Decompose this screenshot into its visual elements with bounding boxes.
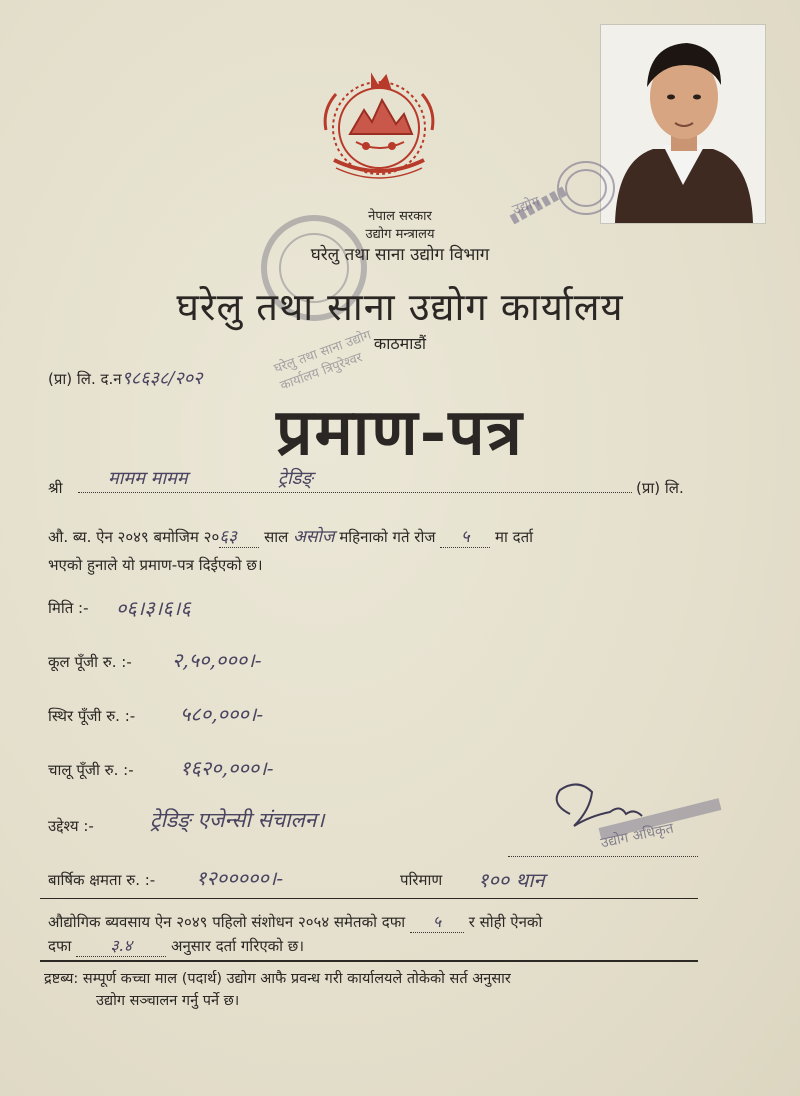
government-label: नेपाल सरकार: [368, 209, 432, 224]
city-label: काठमाडौं: [373, 334, 427, 353]
clause-section-label: दफा: [48, 937, 72, 955]
signature-stamp-text: उद्योग अधिकृत: [599, 820, 676, 852]
registration-month: असोज: [293, 527, 335, 547]
clause-line-2: [48, 934, 304, 957]
nepal-emblem-icon: [316, 70, 442, 190]
note-line-1: द्रष्टब्य: सम्पूर्ण कच्चा माल (पदार्थ) उद्योग आफै प्रवन्ध गरी कार्यालयले तोकेको सर्त अनुसार: [44, 971, 511, 987]
reference-label: (प्रा) लि. द.न: [48, 370, 122, 388]
firm-name-field: [78, 468, 632, 493]
firm-name-handwritten: मामम मामम: [108, 468, 188, 489]
certificate-issued-text: भएको हुनाले यो प्रमाण-पत्र दिईएको छ।: [48, 556, 263, 574]
working-capital-value: १६२०,०००।-: [180, 756, 274, 780]
total-capital-value: २,५०,०००।-: [172, 648, 262, 672]
certificate-title: प्रमाण-पत्र: [276, 395, 524, 470]
date-value: ०६।३।६।६: [116, 596, 191, 620]
objective-label: उद्देश्य :-: [48, 817, 94, 835]
divider-bottom: [40, 960, 698, 962]
clause-section: ५: [410, 910, 464, 933]
fixed-capital-label: स्थिर पूँजी रु. :-: [48, 707, 136, 725]
annual-capacity-label: बार्षिक क्षमता रु. :-: [48, 871, 156, 889]
firm-name-handwritten-2: ट्रेडिङ्: [278, 468, 313, 489]
clause-act-suffix: र सोही ऐनको: [468, 913, 543, 931]
clause-subsection: ३.४: [76, 934, 166, 957]
note-line-2: उद्योग सञ्चालन गर्नु पर्ने छ।: [96, 993, 240, 1009]
fixed-capital-value: ५८०,०००।-: [180, 702, 264, 726]
working-capital-label: चालू पूँजी रु. :-: [48, 761, 134, 779]
officer-signature: [530, 774, 730, 864]
year-suffix-text: साल: [264, 528, 289, 546]
objective-value: ट्रेडिङ् एजेन्सी संचालन।: [150, 808, 325, 832]
registration-act-text: औ. ब्य. ऐन २०४९ बमोजिम २०: [48, 528, 220, 546]
reference-value: ९८६३८/२०२: [121, 368, 203, 389]
ministry-label: उद्योग मन्त्रालय: [365, 227, 435, 242]
annual-capacity-value: १२०००००।-: [196, 866, 284, 890]
registration-day: ५: [440, 524, 490, 548]
clause-act-text: औद्योगिक ब्यवसाय ऐन २०४९ पहिलो संशोधन २०५४ समेतको दफा: [48, 913, 406, 931]
signature-line: [508, 856, 698, 857]
quantity-value: १०० थान: [478, 868, 545, 892]
shri-label: श्री: [48, 479, 63, 497]
month-suffix-text: महिनाको: [339, 528, 388, 546]
total-capital-label: कूल पूँजी रु. :-: [48, 653, 132, 671]
clause-registered-text: अनुसार दर्ता गरिएको छ।: [170, 937, 304, 955]
registered-text: मा दर्ता: [495, 528, 534, 546]
divider-top: [40, 898, 698, 899]
date-label: मिति :-: [48, 599, 89, 617]
stamp-text-center: घरेलु तथा साना उद्योग कार्यालय त्रिपुरेश्वर: [272, 327, 374, 394]
registration-year: ६३: [219, 524, 259, 548]
pvt-ltd-label: (प्रा) लि.: [636, 479, 684, 497]
stamp-text-top: उद्योग: [510, 193, 543, 219]
registration-line: [48, 524, 533, 548]
department-label: घरेलु तथा साना उद्योग विभाग: [310, 245, 490, 265]
clause-line-1: [48, 910, 542, 933]
day-label-text: गते रोज: [392, 528, 436, 546]
quantity-label: परिमाण: [400, 871, 443, 889]
office-title: घरेलु तथा साना उद्योग कार्यालय: [176, 285, 624, 329]
